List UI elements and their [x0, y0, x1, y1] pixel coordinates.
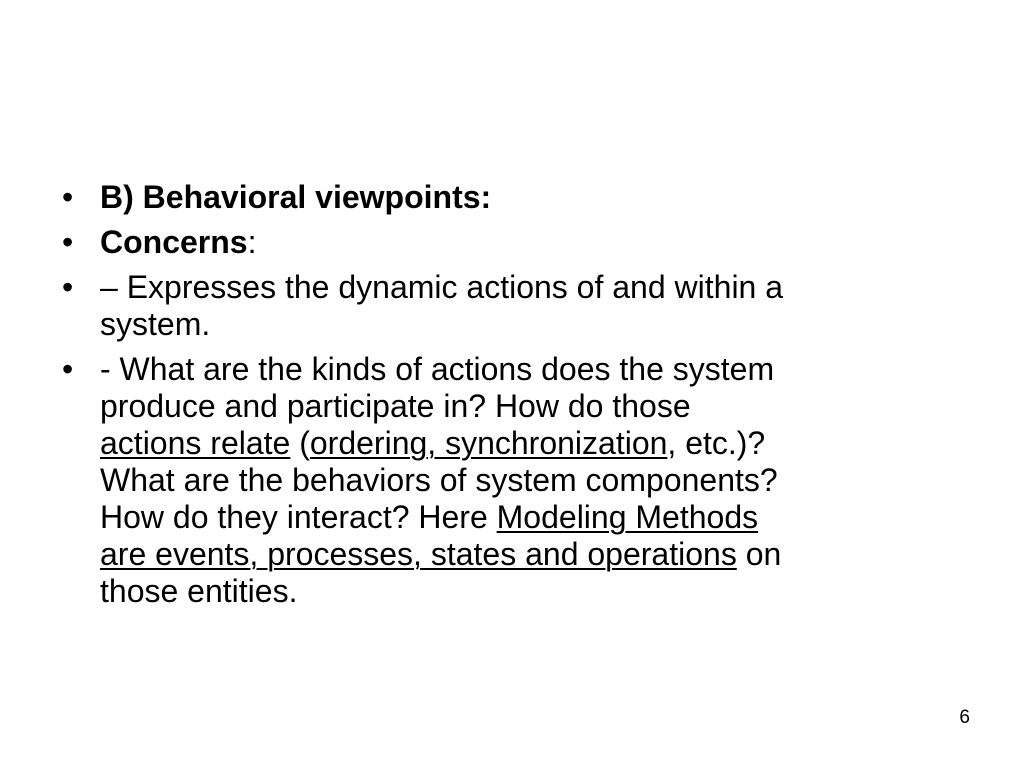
bullet-marker: •: [62, 269, 74, 305]
questions-line-5: How do they interact? Here: [100, 499, 497, 535]
page-number: 6: [959, 707, 970, 728]
bullet-behavioral-viewpoints: [62, 179, 962, 216]
modeling-methods-underlined: Modeling Methods: [496, 499, 759, 535]
on-text: on: [736, 536, 782, 572]
questions-line-1: - What are the kinds of actions does the system: [100, 351, 775, 387]
concerns-colon: :: [247, 224, 257, 260]
questions-line-2: produce and participate in? How do those: [100, 388, 691, 424]
expresses-line-2: system.: [100, 306, 211, 342]
bullet-marker: •: [62, 224, 74, 260]
actions-relate-underlined: actions relate: [100, 425, 291, 461]
expresses-line-1: – Expresses the dynamic actions of and within a: [100, 269, 784, 305]
questions-line-7: those entities.: [100, 573, 298, 609]
bullet-marker: •: [62, 351, 74, 387]
bullet-questions: [62, 351, 962, 610]
open-paren-text: (: [290, 425, 310, 461]
bullet-marker: •: [62, 179, 74, 215]
bullet-list: [62, 179, 962, 618]
ordering-synchronization-underlined: ordering, synchronization: [309, 425, 668, 461]
bullet-concerns: [62, 224, 962, 261]
concerns-label: Concerns: [100, 224, 248, 260]
questions-line-4: What are the behaviors of system components?: [100, 462, 778, 498]
etc-text: , etc.)?: [667, 425, 766, 461]
bullet-expresses: [62, 269, 962, 343]
events-processes-underlined: are events, processes, states and operations: [100, 536, 737, 572]
heading-text: B) Behavioral viewpoints:: [100, 179, 492, 215]
